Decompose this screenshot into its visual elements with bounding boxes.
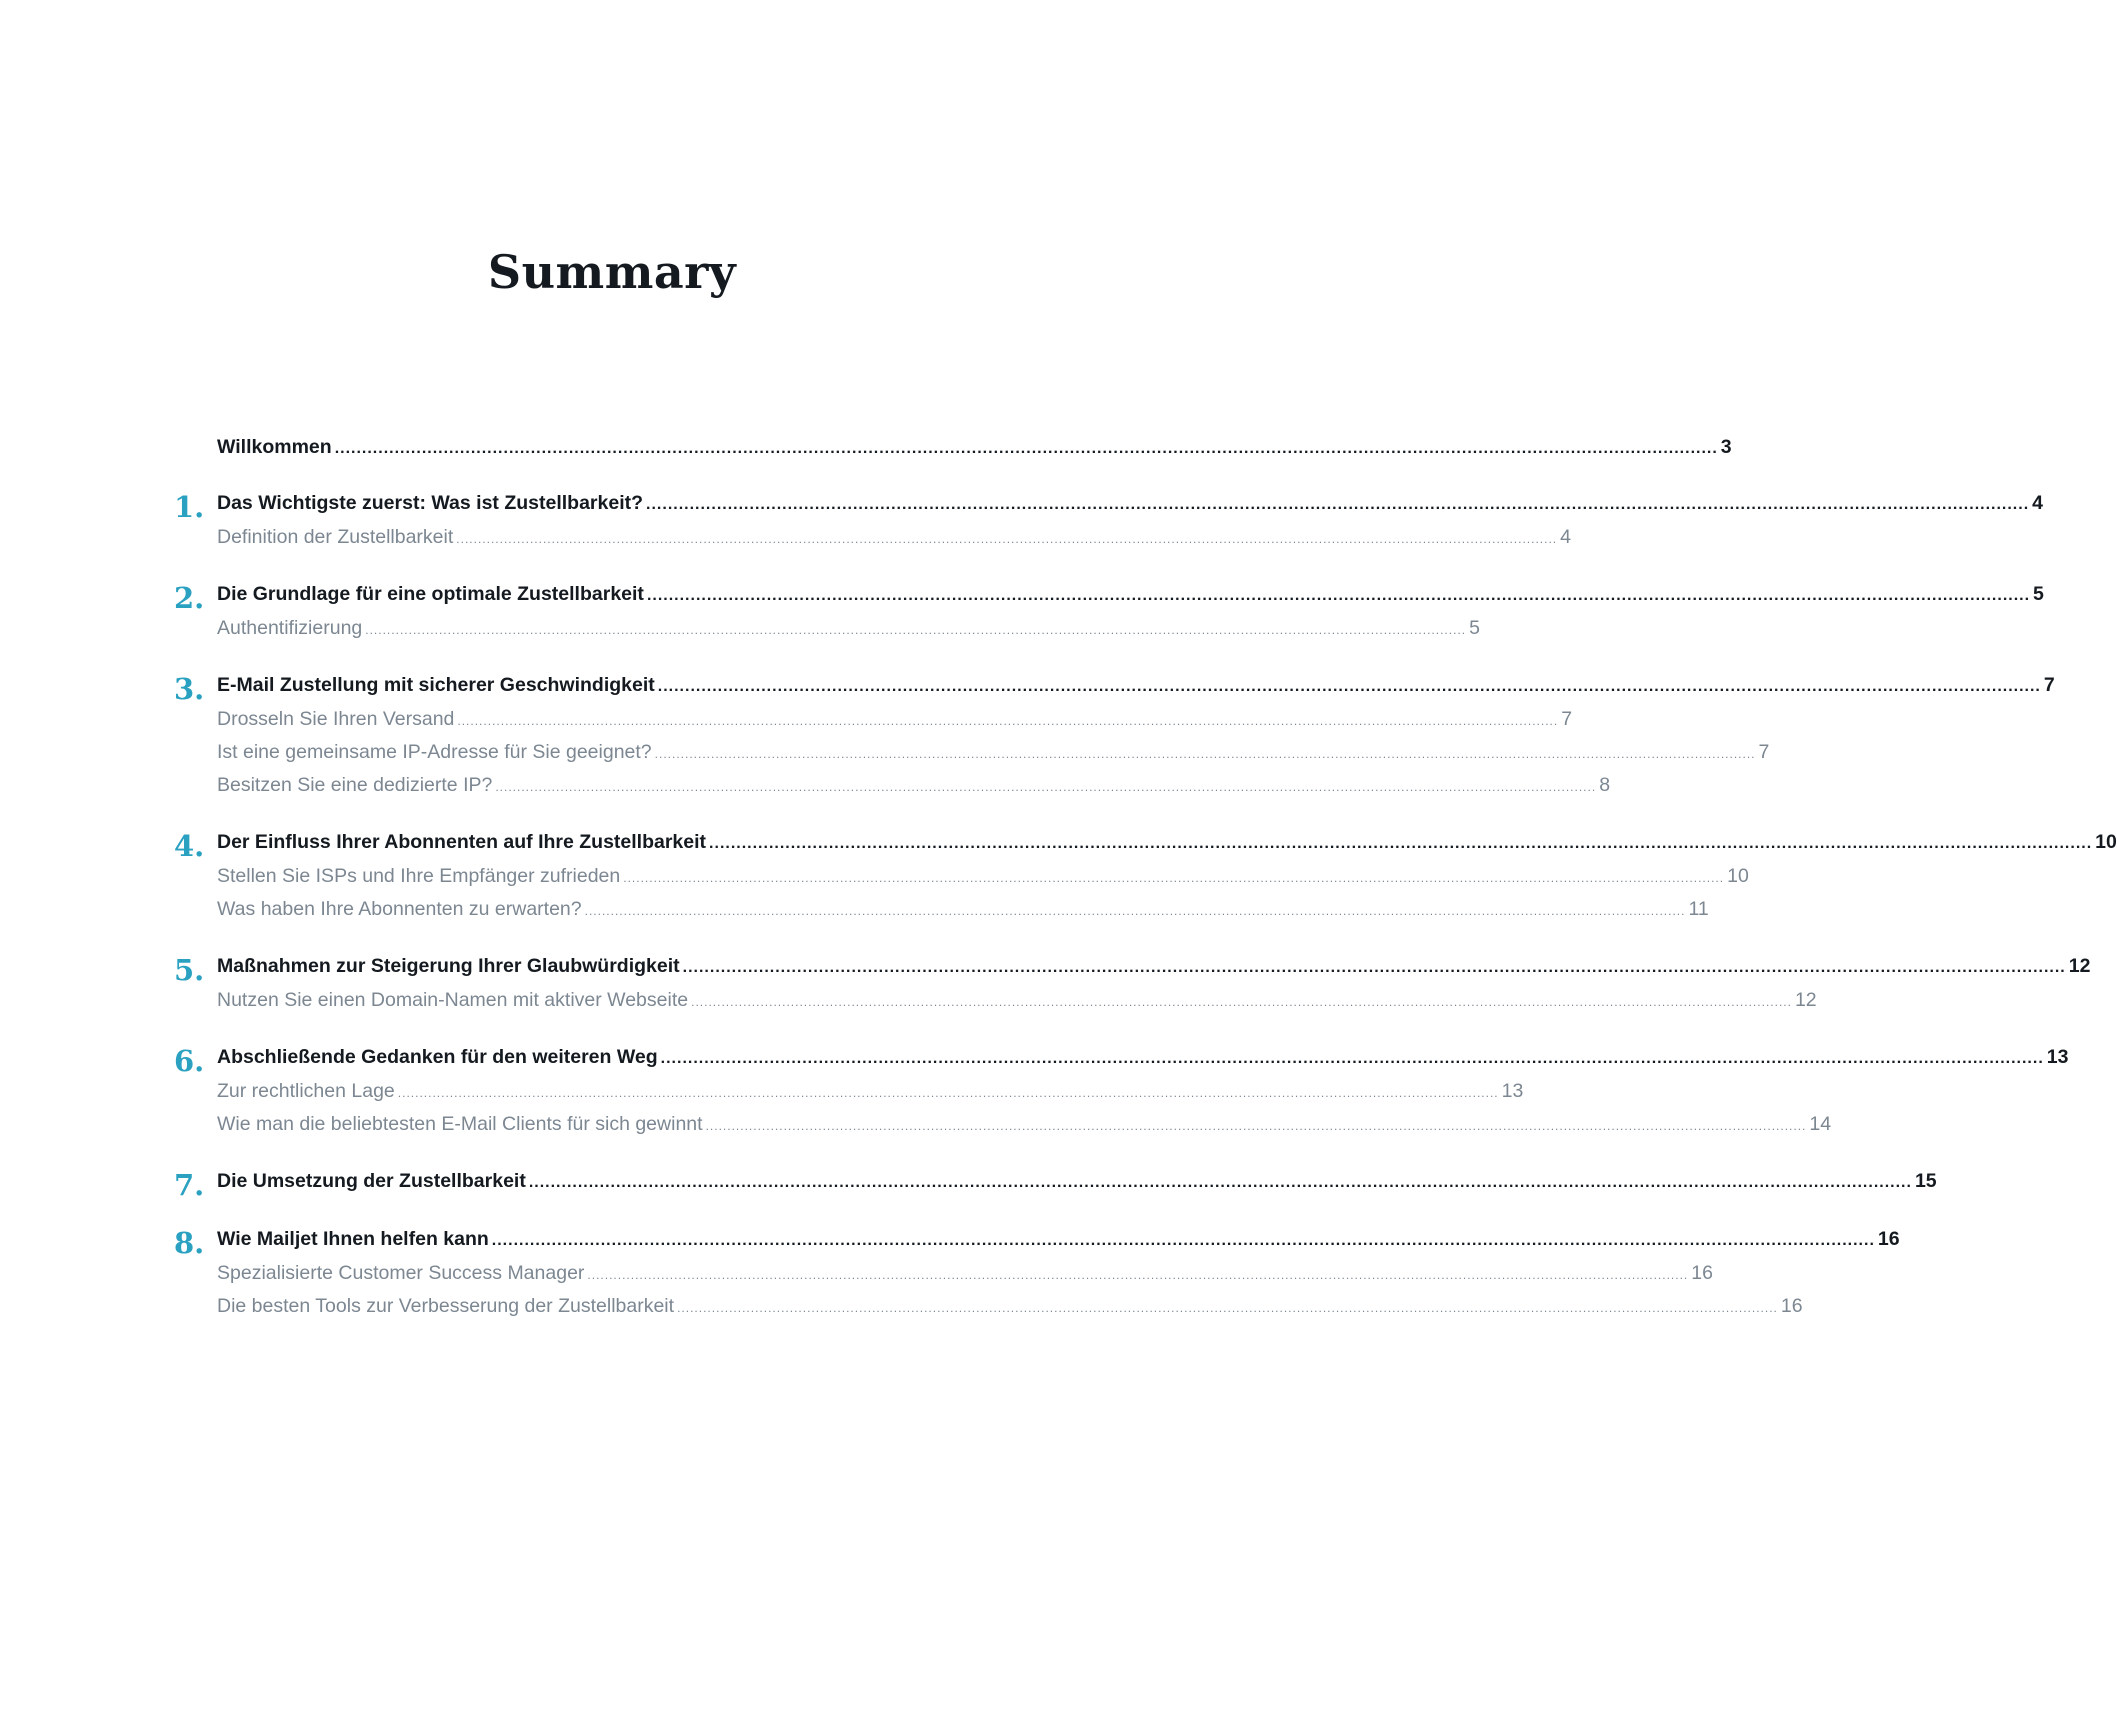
chapter-number: 4. bbox=[174, 829, 205, 863]
dot-leader: .............................................................................................................................................................................................................................................................. bbox=[646, 496, 2030, 513]
toc-chapter-8 bbox=[174, 1226, 1900, 1328]
toc-subentry[interactable] bbox=[178, 526, 1571, 559]
toc-subentry-label: Drosseln Sie Ihren Versand bbox=[217, 708, 455, 730]
dot-leader: .............................................................................................................................................................................................................................................................. bbox=[584, 904, 1686, 918]
toc-page-number: 14 bbox=[1809, 1113, 1832, 1135]
dot-leader: .............................................................................................................................................................................................................................................................. bbox=[587, 1268, 1689, 1282]
toc-subentry[interactable] bbox=[178, 1262, 1713, 1295]
toc-entry-label: Maßnahmen zur Steigerung Ihrer Glaubwürdigkeit bbox=[217, 955, 680, 977]
table-of-contents bbox=[174, 436, 2117, 1352]
toc-subentry[interactable] bbox=[178, 774, 1611, 807]
toc-chapter-2 bbox=[174, 581, 2044, 650]
toc-entry-label: Abschließende Gedanken für den weiteren Weg bbox=[217, 1046, 658, 1068]
toc-chapter-entry[interactable] bbox=[174, 829, 2117, 865]
toc-chapter-entry[interactable] bbox=[174, 953, 2091, 989]
dot-leader: .............................................................................................................................................................................................................................................................. bbox=[397, 1086, 1499, 1100]
dot-leader: .............................................................................................................................................................................................................................................................. bbox=[705, 1119, 1807, 1133]
toc-chapter-7 bbox=[174, 1168, 1937, 1204]
dot-leader: .............................................................................................................................................................................................................................................................. bbox=[660, 1050, 2044, 1067]
toc-chapter-entry[interactable] bbox=[174, 672, 2055, 708]
toc-entry-label: Die Umsetzung der Zustellbarkeit bbox=[217, 1170, 526, 1192]
toc-page-number: 16 bbox=[1691, 1262, 1713, 1284]
toc-subentry-label: Definition der Zustellbarkeit bbox=[217, 526, 454, 548]
toc-subentry[interactable] bbox=[178, 617, 1480, 650]
toc-subentry-label: Spezialisierte Customer Success Manager bbox=[217, 1262, 585, 1284]
dot-leader: .............................................................................................................................................................................................................................................................. bbox=[709, 835, 2093, 852]
dot-leader: .............................................................................................................................................................................................................................................................. bbox=[654, 747, 1756, 761]
dot-leader: .............................................................................................................................................................................................................................................................. bbox=[691, 995, 1792, 1009]
dot-leader: .............................................................................................................................................................................................................................................................. bbox=[528, 1174, 1912, 1191]
toc-entry-label: Die Grundlage für eine optimale Zustellbarkeit bbox=[217, 583, 644, 605]
toc-chapter-4 bbox=[174, 829, 2117, 931]
toc-page-number: 8 bbox=[1599, 774, 1611, 796]
toc-entry-intro[interactable] bbox=[178, 436, 1732, 470]
toc-page-number: 3 bbox=[1720, 436, 1732, 458]
toc-page-number: 11 bbox=[1688, 898, 1709, 920]
dot-leader: .............................................................................................................................................................................................................................................................. bbox=[365, 623, 1467, 637]
chapter-number: 2. bbox=[174, 581, 205, 615]
toc-page-number: 12 bbox=[1794, 989, 1817, 1011]
toc-subentry[interactable] bbox=[178, 989, 1817, 1022]
toc-chapter-entry[interactable] bbox=[174, 1168, 1937, 1204]
dot-leader: .............................................................................................................................................................................................................................................................. bbox=[334, 440, 1718, 457]
toc-page-number: 13 bbox=[1501, 1080, 1524, 1102]
toc-page-number: 16 bbox=[1780, 1295, 1803, 1317]
toc-subentry-label: Authentifizierung bbox=[217, 617, 363, 639]
toc-chapter-entry[interactable] bbox=[174, 490, 2043, 526]
toc-chapter-5 bbox=[174, 953, 2091, 1022]
dot-leader: .............................................................................................................................................................................................................................................................. bbox=[682, 959, 2066, 976]
toc-subentry-label: Ist eine gemeinsame IP-Adresse für Sie geeignet? bbox=[217, 741, 652, 763]
toc-subentry-label: Besitzen Sie eine dedizierte IP? bbox=[217, 774, 493, 796]
chapter-number: 3. bbox=[174, 672, 205, 706]
dot-leader: .............................................................................................................................................................................................................................................................. bbox=[677, 1301, 1778, 1315]
toc-subentry-label: Die besten Tools zur Verbesserung der Zustellbarkeit bbox=[217, 1295, 675, 1317]
toc-subentry-label: Zur rechtlichen Lage bbox=[217, 1080, 395, 1102]
toc-page-number: 4 bbox=[1560, 526, 1571, 548]
toc-chapters bbox=[174, 490, 2117, 1328]
dot-leader: .............................................................................................................................................................................................................................................................. bbox=[623, 871, 1725, 885]
page-title: Summary bbox=[487, 245, 737, 299]
toc-chapter-3 bbox=[174, 672, 2055, 807]
dot-leader: .............................................................................................................................................................................................................................................................. bbox=[646, 587, 2031, 604]
chapter-number: 8. bbox=[174, 1226, 205, 1260]
toc-chapter-1 bbox=[174, 490, 2043, 559]
dot-leader: .............................................................................................................................................................................................................................................................. bbox=[457, 714, 1559, 728]
dot-leader: .............................................................................................................................................................................................................................................................. bbox=[495, 780, 1597, 794]
toc-entry-label: Der Einfluss Ihrer Abonnenten auf Ihre Zustellbarkeit bbox=[217, 831, 707, 853]
dot-leader: .............................................................................................................................................................................................................................................................. bbox=[456, 532, 1558, 546]
toc-subentry-label: Wie man die beliebtesten E-Mail Clients für sich gewinnt bbox=[217, 1113, 703, 1135]
toc-entry-label: Das Wichtigste zuerst: Was ist Zustellbarkeit? bbox=[217, 492, 644, 514]
toc-page-number: 16 bbox=[1877, 1228, 1900, 1250]
chapter-number: 7. bbox=[174, 1168, 205, 1202]
toc-chapter-entry[interactable] bbox=[174, 581, 2044, 617]
toc-chapter-entry[interactable] bbox=[174, 1226, 1900, 1262]
toc-subentry[interactable] bbox=[178, 1113, 1832, 1146]
toc-subentry-label: Nutzen Sie einen Domain-Namen mit aktiver Webseite bbox=[217, 989, 689, 1011]
toc-page-number: 4 bbox=[2032, 492, 2043, 514]
toc-chapter-6 bbox=[174, 1044, 2069, 1146]
dot-leader: .............................................................................................................................................................................................................................................................. bbox=[657, 678, 2041, 695]
toc-subentry-label: Was haben Ihre Abonnenten zu erwarten? bbox=[217, 898, 582, 920]
toc-entry-label: Willkommen bbox=[217, 436, 332, 458]
chapter-number: 1. bbox=[174, 490, 205, 524]
toc-chapter-entry[interactable] bbox=[174, 1044, 2069, 1080]
chapter-number: 5. bbox=[174, 953, 205, 987]
toc-subentry[interactable] bbox=[178, 741, 1770, 774]
toc-page-number: 7 bbox=[1758, 741, 1770, 763]
toc-page-number: 5 bbox=[1469, 617, 1480, 639]
toc-page-number: 10 bbox=[1727, 865, 1749, 887]
toc-subentry[interactable] bbox=[178, 898, 1709, 931]
toc-page-number: 15 bbox=[1914, 1170, 1937, 1192]
chapter-number: 6. bbox=[174, 1044, 205, 1078]
toc-page-number: 7 bbox=[2043, 674, 2055, 696]
toc-subentry[interactable] bbox=[178, 1080, 1524, 1113]
toc-page-number: 10 bbox=[2095, 831, 2117, 853]
toc-subentry[interactable] bbox=[178, 865, 1749, 898]
toc-subentry[interactable] bbox=[178, 1295, 1803, 1328]
toc-page-number: 7 bbox=[1561, 708, 1573, 730]
toc-subentry[interactable] bbox=[178, 708, 1573, 741]
toc-entry-label: Wie Mailjet Ihnen helfen kann bbox=[217, 1228, 489, 1250]
toc-page-number: 12 bbox=[2068, 955, 2091, 977]
toc-page-number: 13 bbox=[2046, 1046, 2069, 1068]
toc-intro-section bbox=[178, 436, 1732, 470]
toc-entry-label: E-Mail Zustellung mit sicherer Geschwindigkeit bbox=[217, 674, 655, 696]
toc-page-number: 5 bbox=[2033, 583, 2044, 605]
dot-leader: .............................................................................................................................................................................................................................................................. bbox=[491, 1232, 1875, 1249]
toc-subentry-label: Stellen Sie ISPs und Ihre Empfänger zufrieden bbox=[217, 865, 621, 887]
